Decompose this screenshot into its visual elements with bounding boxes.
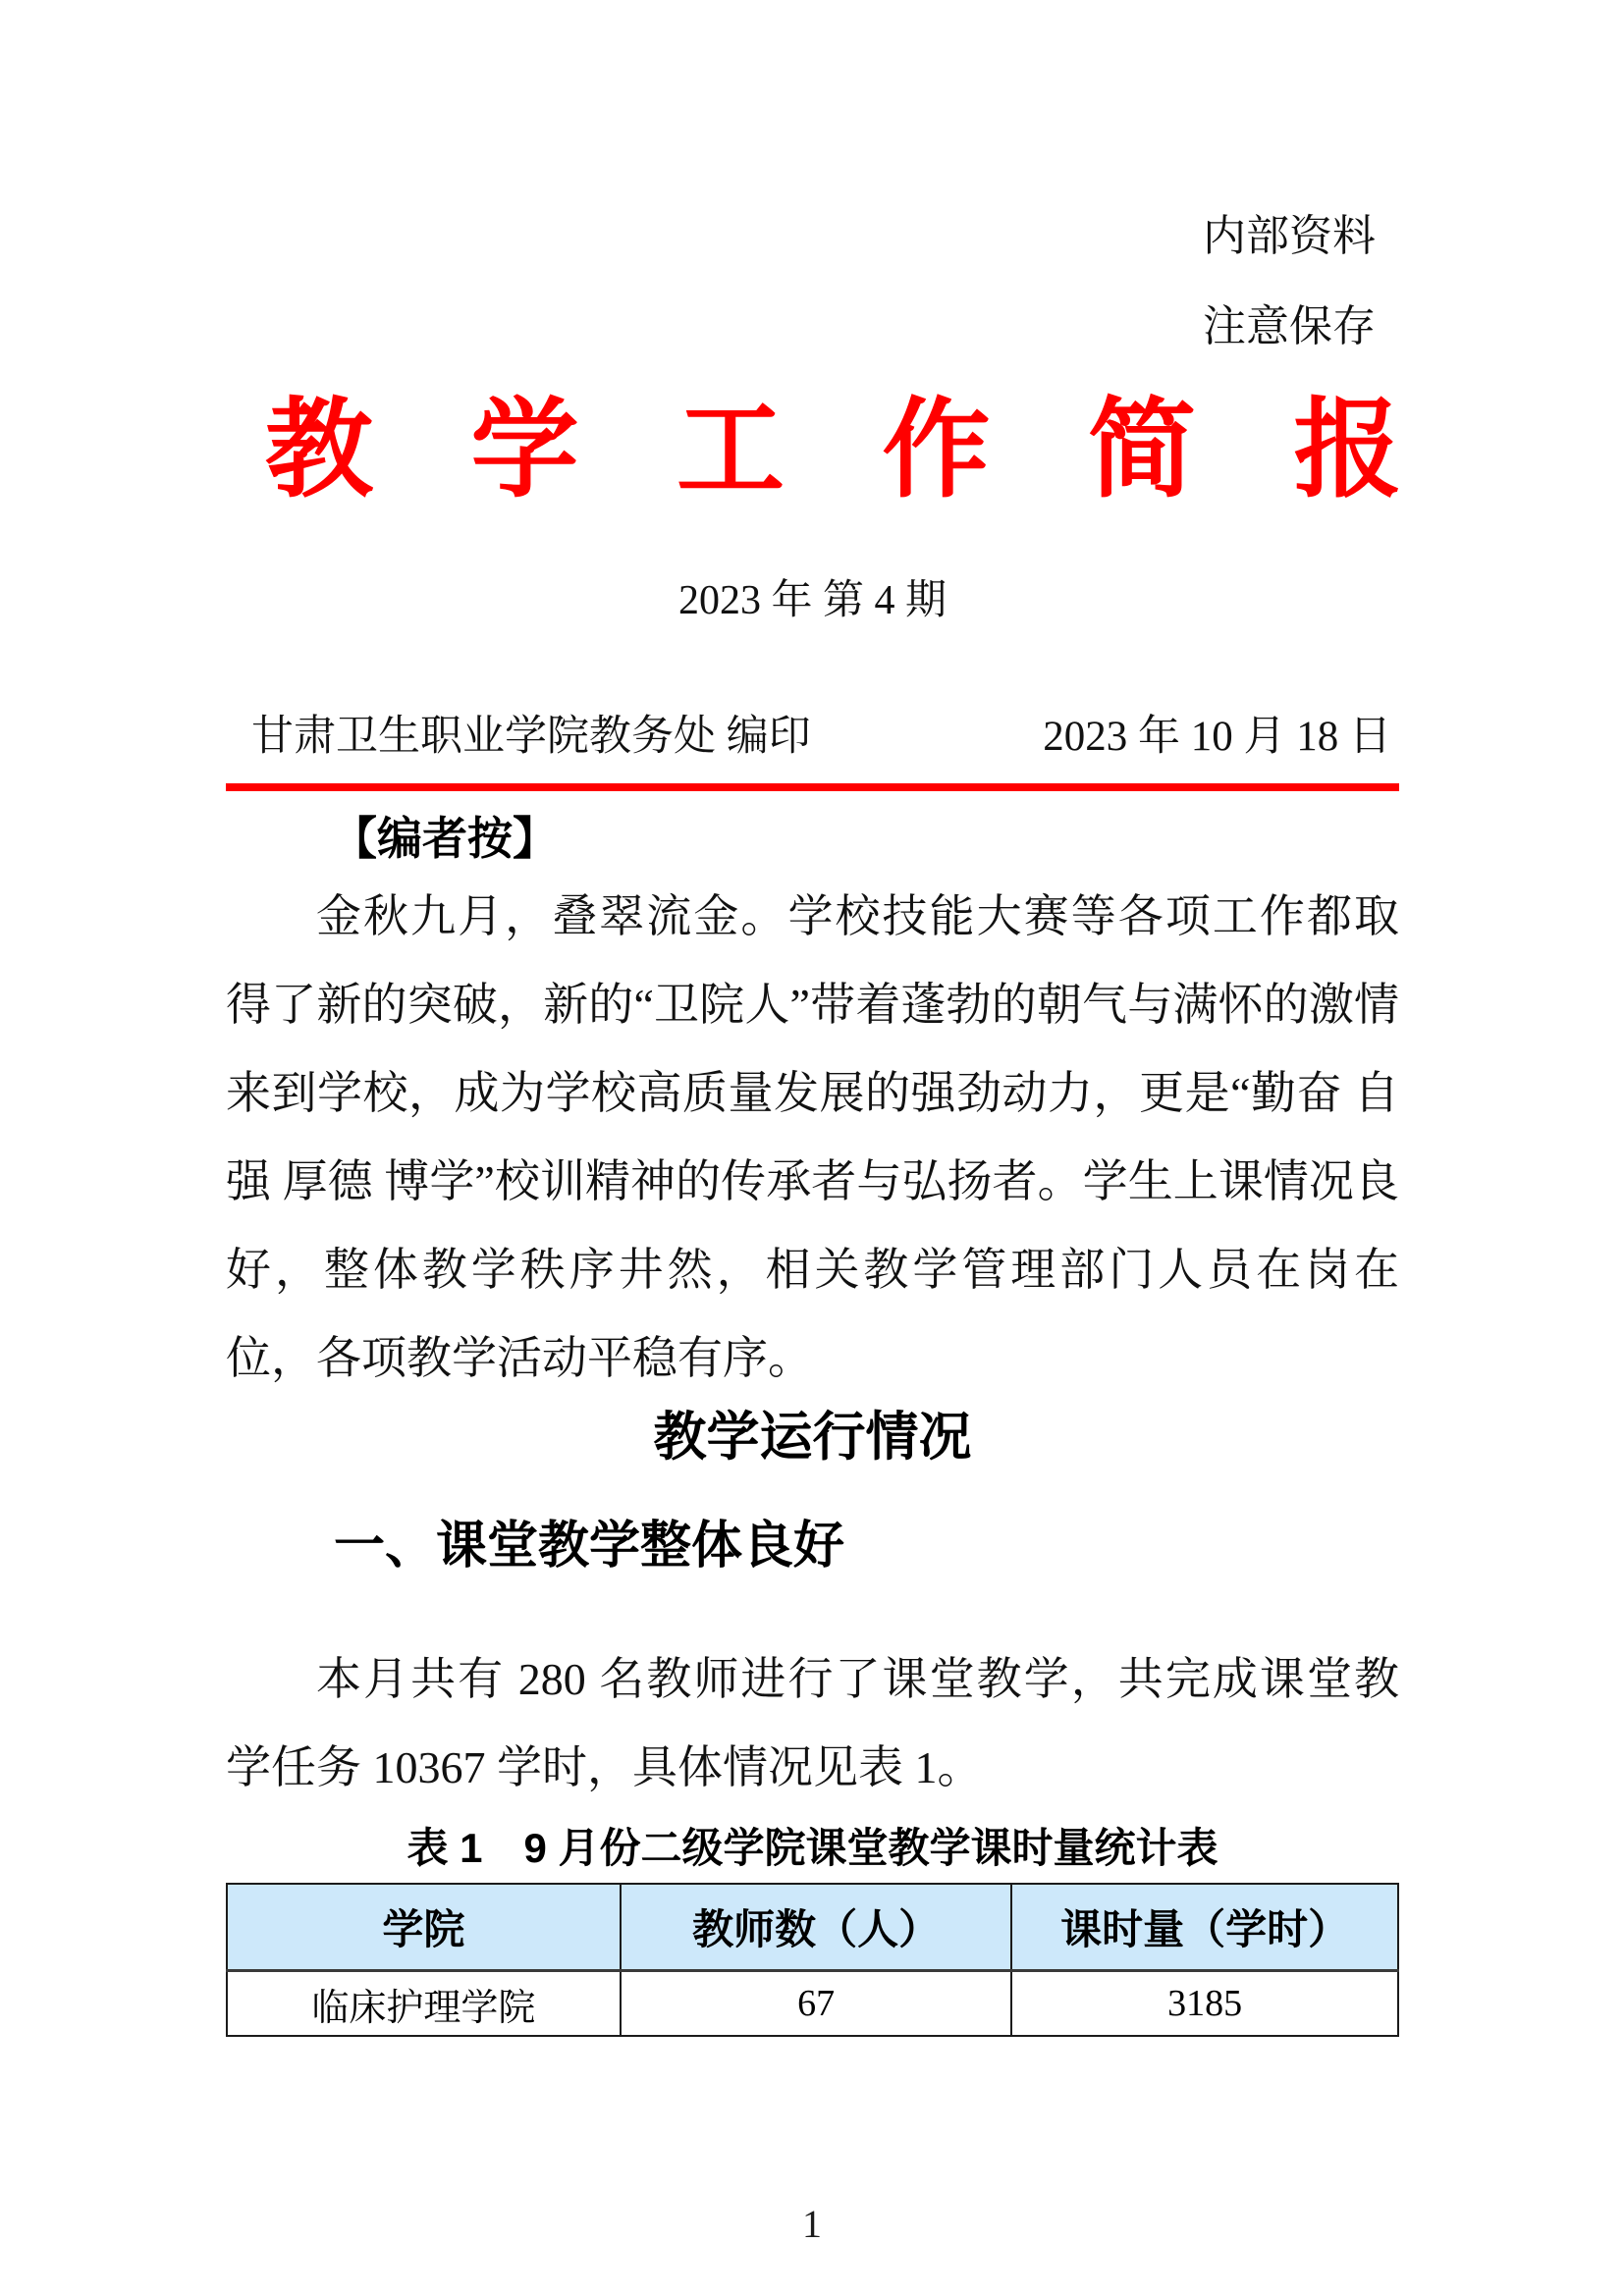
body-paragraph: 本月共有 280 名教师进行了课堂教学，共完成课堂教学任务 10367 学时，具体情况见表 1。 xyxy=(226,1654,1399,1792)
sub-section-heading: 一、课堂教学整体良好 xyxy=(334,1519,845,1575)
confidential-note-line-1: 内部资料 xyxy=(1203,212,1376,260)
main-section-heading: 教学运行情况 xyxy=(653,1408,972,1467)
table-cell-teacher-count: 67 xyxy=(621,1971,1011,2037)
course-hours-table xyxy=(226,1883,1399,2037)
page-number: 1 xyxy=(802,2202,822,2246)
publisher-name: 甘肃卫生职业学院教务处 编印 xyxy=(251,714,811,760)
table-header-row xyxy=(227,1884,1398,1971)
table-header-college: 学院 xyxy=(227,1884,621,1971)
table-row xyxy=(227,1971,1398,2037)
publisher-line xyxy=(226,708,1399,767)
red-divider-rule xyxy=(226,783,1399,791)
table-cell-college: 临床护理学院 xyxy=(227,1971,621,2037)
publish-date: 2023 年 10 月 18 日 xyxy=(1043,714,1391,760)
table-caption: 表 1 9 月份二级学院课堂教学课时量统计表 xyxy=(406,1825,1218,1871)
confidential-note-line-2: 注意保存 xyxy=(1203,302,1376,350)
table-header-teacher-count: 教师数（人） xyxy=(621,1884,1011,1971)
editor-note-label: 【编者按】 xyxy=(332,814,558,864)
table-header-class-hours: 课时量（学时） xyxy=(1011,1884,1398,1971)
editor-note-paragraph: 金秋九月，叠翠流金。学校技能大赛等各项工作都取得了新的突破，新的“卫院人”带着蓬勃的朝气与满怀的激情来到学校，成为学校高质量发展的强劲动力，更是“勤奋 自强 厚德 博学”校训精神的传承者与弘扬者。学生上课情况良好，整体教学秩序井然，相关教学管理部门人员在岗在位，各项教学活动平稳有序。 xyxy=(226,891,1399,1383)
document-content xyxy=(226,0,1437,2037)
bulletin-title: 教 学 工 作 简 报 xyxy=(265,391,1437,510)
issue-number: 2023 年 第 4 期 xyxy=(677,578,947,623)
table-cell-class-hours: 3185 xyxy=(1011,1971,1398,2037)
confidential-note xyxy=(226,0,1399,372)
